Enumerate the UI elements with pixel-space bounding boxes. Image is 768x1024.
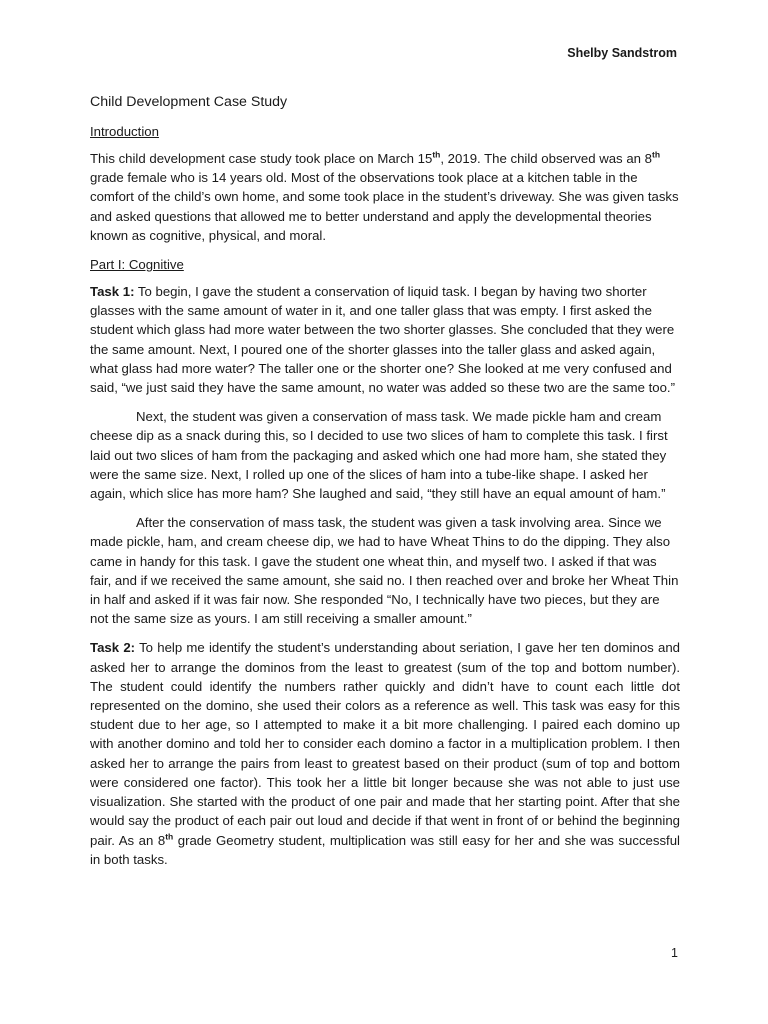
task1-text: To begin, I gave the student a conservation of liquid task. I began by having two shorter glasses with the same amount of water in it, and one taller glass that was empty. I first asked the student which glass had more water between the two shorter glasses. She concluded that they were the same amount. Next, I poured one of the shorter glasses into the taller glass and asked again, what glass had more water? The taller one or the shorter one? She looked at me very confused and said, “we just said they have the same amount, no water was added so these two are the same too.” xyxy=(90,284,675,396)
intro-text-2: , 2019. The child observed was an 8 xyxy=(440,151,652,166)
intro-superscript-2: th xyxy=(651,149,661,160)
area-task-paragraph: After the conservation of mass task, the student was given a task involving area. Since we made pickle, ham, and cream cheese dip, we had to have Wheat Thins to do the dipping. They also came in handy for this task. I gave the student one wheat thin, and myself two. I asked if that was fair, and if we received the same amount, she said no. I then reached over and broke her Wheat Thin in half and asked if it was fair now. She responded “No, I technically have two pieces, but they are not the same size as yours. I am still receiving a smaller amount.” xyxy=(90,515,679,627)
task2-superscript: th xyxy=(165,831,174,842)
mass-task-paragraph: Next, the student was given a conservation of mass task. We made pickle ham and cream cheese dip as a snack during this, so I decided to use two slices of ham to complete this task. I first laid out two slices of ham from the packaging and asked which one had more ham, she stated they were the same size. Next, I rolled up one of the slices of ham into a tube-like shape. I asked her again, which slice has more ham? She laughed and said, “they still have an equal amount of ham.” xyxy=(90,409,668,502)
author-name: Shelby Sandstrom xyxy=(567,46,677,60)
task2-paragraph xyxy=(90,638,680,868)
page-number: 1 xyxy=(671,946,678,960)
task2-text-1: To help me identify the student’s understanding about seriation, I gave her ten dominos and asked her to arrange the dominos from the least to greatest (sum of the top and bottom number). The student could identify the numbers rather quickly and didn’t have to count each little dot represented on the domino, she used their colors as a reference as well. This task was easy for this student due to her age, so I attempted to make it a bit more challenging. I paired each domino up with another domino and told her to consider each domino a factor in a multiplication problem. I then asked her to arrange the pairs from least to greatest based on their product (sum of top and bottom were considered one factor). This took her a little bit longer because she was not able to just use visualization. She started with the product of one pair and made that her starting point. After that she would say the product of each pair out loud and decide if that went in front of or behind the beginning pair. As an 8 xyxy=(90,640,680,848)
introduction-heading: Introduction xyxy=(90,124,159,139)
part1-heading: Part I: Cognitive xyxy=(90,257,184,273)
task2-label: Task 2: xyxy=(90,640,136,656)
intro-text-3: grade female who is 14 years old. Most of the observations took place at a kitchen table in the comfort of the child’s own home, and some took place in the student’s driveway. She was given tasks and asked questions that allowed me to better understand and apply the developmental theories known as cognitive, physical, and moral. xyxy=(90,170,679,243)
intro-text-1: This child development case study took place on March 15 xyxy=(90,151,433,166)
task1-paragraph xyxy=(90,282,680,397)
task1-label: Task 1: xyxy=(90,284,135,300)
document-title: Child Development Case Study xyxy=(90,94,288,110)
task2-text-2: grade Geometry student, multiplication was still easy for her and she was successful in both tasks. xyxy=(90,832,680,867)
introduction-paragraph xyxy=(90,149,680,245)
intro-superscript-1: th xyxy=(432,149,441,160)
document-body xyxy=(90,93,680,879)
